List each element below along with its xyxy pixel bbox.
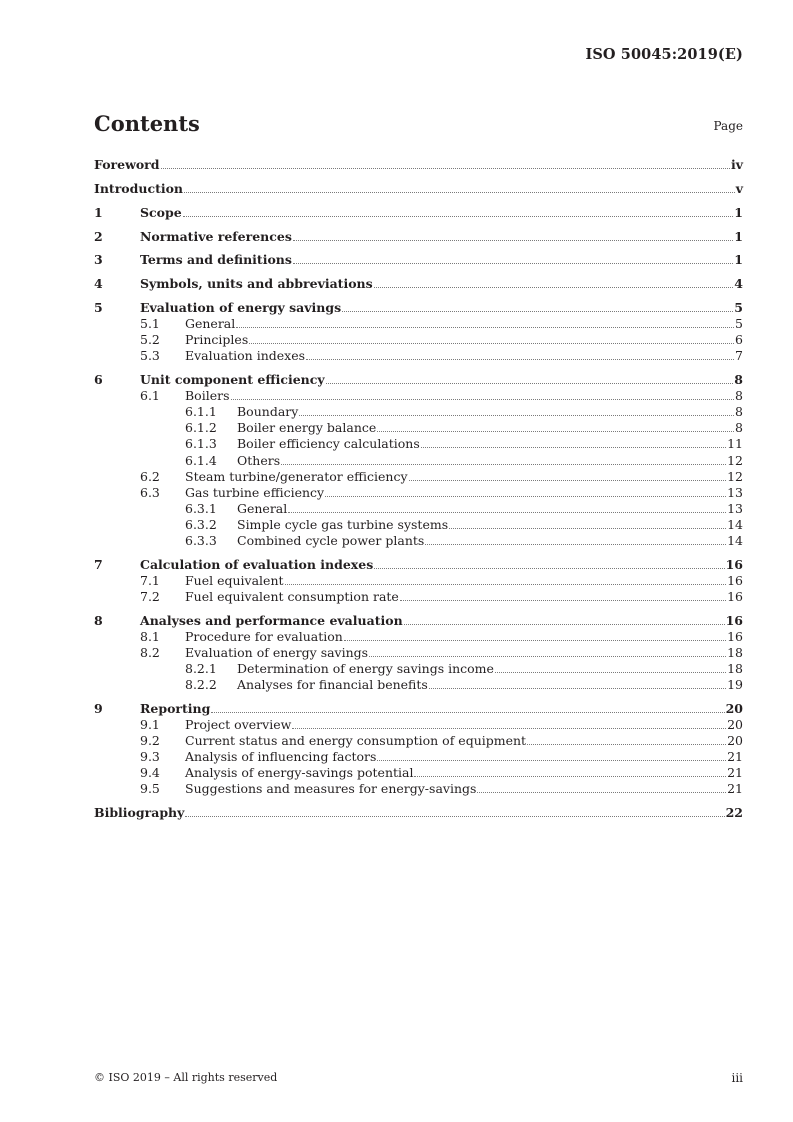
toc-entry-6-3-2[interactable]: [94, 516, 743, 533]
toc-entry-title: Analysis of influencing factors: [185, 749, 377, 764]
dot-leader: [249, 343, 734, 344]
toc-entry-page: 21: [727, 765, 743, 780]
dot-leader: [299, 415, 734, 416]
toc-entry-page: 16: [727, 589, 743, 604]
toc-entry-number: 8.2: [140, 645, 160, 660]
toc-entry-6-1-1[interactable]: [94, 403, 743, 420]
toc-entry-number: 3: [94, 252, 103, 267]
toc-entry-6-1-2[interactable]: [94, 419, 743, 436]
toc-entry-title: Gas turbine efficiency: [185, 485, 325, 500]
dot-leader: [527, 744, 726, 745]
toc-entry-8-1[interactable]: [94, 628, 743, 645]
toc-entry-number: 9.5: [140, 781, 160, 796]
toc-entry-6-3[interactable]: [94, 484, 743, 501]
toc-entry-title: Current status and energy consumption of equipment: [185, 733, 527, 748]
dot-leader: [231, 399, 735, 400]
toc-entry-title: General: [237, 501, 288, 516]
toc-entry-5-1[interactable]: [94, 315, 743, 332]
toc-entry-title: Steam turbine/generator efficiency: [185, 469, 408, 484]
toc-entry-number: 7: [94, 557, 103, 572]
dot-leader: [425, 544, 726, 545]
toc-entry-title: Fuel equivalent: [185, 573, 284, 588]
toc-entry-page: 8: [735, 420, 743, 435]
toc-entry-9-4[interactable]: [94, 764, 743, 781]
toc-entry-page: 16: [725, 613, 743, 628]
dot-leader: [377, 431, 734, 432]
toc-entry-number: 8.2.1: [185, 661, 217, 676]
toc-entry-title: Boilers: [185, 388, 230, 403]
page-column-label: Page: [713, 119, 743, 133]
toc-entry-title: Calculation of evaluation indexes: [140, 557, 374, 572]
toc-entry-5-3[interactable]: [94, 347, 743, 364]
toc-entry-page: 18: [727, 661, 743, 676]
toc-entry-clause-1[interactable]: [94, 204, 743, 221]
toc-entry-page: 7: [735, 348, 743, 363]
dot-leader: [449, 528, 726, 529]
toc-entry-title: Symbols, units and abbreviations: [140, 276, 373, 291]
toc-entry-page: 14: [727, 533, 743, 548]
toc-entry-number: 7.1: [140, 573, 160, 588]
toc-entry-7-2[interactable]: [94, 588, 743, 605]
toc-entry-page: 13: [727, 501, 743, 516]
dot-leader: [409, 480, 727, 481]
toc-entry-9-3[interactable]: [94, 748, 743, 765]
contents-title: Contents: [94, 111, 200, 136]
toc-entry-8-2-2[interactable]: [94, 676, 743, 693]
toc-entry-page: 16: [727, 629, 743, 644]
toc-entry-7-1[interactable]: [94, 572, 743, 589]
toc-entry-title: Normative references: [140, 229, 292, 244]
toc-entry-number: 4: [94, 276, 103, 291]
toc-entry-page: 18: [727, 645, 743, 660]
dot-leader: [342, 311, 733, 312]
toc-entry-title: Scope: [140, 205, 182, 220]
dot-leader: [306, 359, 734, 360]
toc-entry-bibliography[interactable]: [94, 804, 743, 821]
toc-entry-page: 1: [734, 252, 743, 267]
toc-entry-6-1[interactable]: [94, 387, 743, 404]
toc-entry-number: 9.3: [140, 749, 160, 764]
toc-entry-8-2[interactable]: [94, 644, 743, 661]
dot-leader: [344, 640, 726, 641]
toc-entry-title: Combined cycle power plants: [237, 533, 425, 548]
toc-entry-number: 9.2: [140, 733, 160, 748]
dot-leader: [404, 624, 725, 625]
toc-entry-5-2[interactable]: [94, 331, 743, 348]
toc-entry-title: Boundary: [237, 404, 299, 419]
toc-entry-title: Boiler efficiency calculations: [237, 436, 420, 451]
dot-leader: [377, 760, 726, 761]
toc-entry-title: Suggestions and measures for energy-savings: [185, 781, 477, 796]
toc-entry-title: General: [185, 316, 236, 331]
toc-entry-title: Others: [237, 453, 281, 468]
toc-entry-number: 5.3: [140, 348, 160, 363]
dot-leader: [288, 512, 726, 513]
dot-leader: [293, 263, 733, 264]
toc-entry-title: Unit component efficiency: [140, 372, 325, 387]
toc-entry-page: 5: [735, 316, 743, 331]
toc-entry-number: 7.2: [140, 589, 160, 604]
toc-entry-page: 16: [725, 557, 743, 572]
toc-entry-page: 21: [727, 749, 743, 764]
toc-entry-title: Analyses for financial benefits: [237, 677, 428, 692]
toc-entry-number: 9: [94, 701, 103, 716]
toc-entry-page: 14: [727, 517, 743, 532]
toc-entry-clause-8[interactable]: [94, 612, 743, 629]
footer-page-number: iii: [731, 1071, 743, 1085]
dot-leader: [326, 383, 734, 384]
toc-entry-page: 1: [734, 205, 743, 220]
toc-entry-page: 20: [727, 733, 743, 748]
toc-entry-9-1[interactable]: [94, 716, 743, 733]
toc-entry-page: 12: [727, 453, 743, 468]
toc-entry-number: 8: [94, 613, 103, 628]
toc-entry-page: 11: [727, 436, 743, 451]
toc-entry-6-1-4[interactable]: [94, 452, 743, 469]
dot-leader: [374, 287, 734, 288]
toc-entry-page: 16: [727, 573, 743, 588]
toc-entry-6-2[interactable]: [94, 468, 743, 485]
toc-entry-title: Fuel equivalent consumption rate: [185, 589, 399, 604]
toc-entry-clause-9[interactable]: [94, 700, 743, 717]
toc-entry-clause-3[interactable]: [94, 251, 743, 268]
toc-entry-number: 5.2: [140, 332, 160, 347]
toc-entry-title: Evaluation of energy savings: [140, 300, 342, 315]
toc-entry-clause-7[interactable]: [94, 556, 743, 573]
dot-leader: [429, 688, 726, 689]
toc-entry-clause-2[interactable]: [94, 228, 743, 245]
toc-entry-number: 6.1.2: [185, 420, 217, 435]
dot-leader: [236, 327, 734, 328]
dot-leader: [161, 168, 730, 169]
toc-entry-page: 22: [725, 805, 743, 820]
toc-entry-title: Reporting: [140, 701, 211, 716]
toc-entry-number: 6: [94, 372, 103, 387]
toc-entry-page: 20: [727, 717, 743, 732]
dot-leader: [211, 712, 724, 713]
toc-entry-number: 6.1.1: [185, 404, 217, 419]
dot-leader: [292, 728, 726, 729]
toc-entry-title: Foreword: [94, 157, 160, 172]
toc-entry-title: Determination of energy savings income: [237, 661, 494, 676]
toc-entry-title: Bibliography: [94, 805, 185, 820]
toc-entry-page: 12: [727, 469, 743, 484]
toc-entry-number: 6.3.2: [185, 517, 217, 532]
toc-entry-8-2-1[interactable]: [94, 660, 743, 677]
toc-entry-title: Analysis of energy-savings potential: [185, 765, 414, 780]
toc-entry-page: 6: [735, 332, 743, 347]
dot-leader: [495, 672, 726, 673]
toc-entry-number: 1: [94, 205, 103, 220]
toc-entry-number: 6.3.1: [185, 501, 217, 516]
dot-leader: [285, 584, 727, 585]
dot-leader: [374, 568, 724, 569]
dot-leader: [325, 496, 726, 497]
dot-leader: [477, 792, 726, 793]
toc-entry-number: 6.3.3: [185, 533, 217, 548]
toc-entry-6-1-3[interactable]: [94, 435, 743, 452]
toc-entry-number: 9.4: [140, 765, 160, 780]
toc-entry-clause-5[interactable]: [94, 299, 743, 316]
toc-entry-number: 2: [94, 229, 103, 244]
toc-entry-page: iv: [730, 157, 743, 172]
toc-entry-title: Terms and definitions: [140, 252, 292, 267]
toc-entry-clause-4[interactable]: [94, 275, 743, 292]
toc-entry-title: Introduction: [94, 181, 184, 196]
toc-entry-page: 4: [734, 276, 743, 291]
toc-entry-introduction[interactable]: [94, 180, 743, 197]
dot-leader: [293, 240, 733, 241]
footer-copyright: © ISO 2019 – All rights reserved: [94, 1071, 278, 1084]
toc-entry-number: 6.1.3: [185, 436, 217, 451]
toc-entry-title: Project overview: [185, 717, 292, 732]
toc-entry-number: 6.2: [140, 469, 160, 484]
toc-entry-foreword[interactable]: [94, 156, 743, 173]
toc-entry-6-3-1[interactable]: [94, 500, 743, 517]
dot-leader: [400, 600, 726, 601]
toc-entry-number: 6.1.4: [185, 453, 217, 468]
toc-entry-title: Boiler energy balance: [237, 420, 377, 435]
toc-entry-page: v: [735, 181, 743, 196]
toc-entry-clause-6[interactable]: [94, 371, 743, 388]
dot-leader: [369, 656, 726, 657]
dot-leader: [421, 447, 726, 448]
toc-entry-title: Evaluation of energy savings: [185, 645, 369, 660]
toc-entry-6-3-3[interactable]: [94, 532, 743, 549]
toc-entry-title: Evaluation indexes: [185, 348, 306, 363]
toc-entry-number: 5.1: [140, 316, 160, 331]
toc-entry-number: 9.1: [140, 717, 160, 732]
toc-entry-number: 8.2.2: [185, 677, 217, 692]
toc-entry-page: 8: [734, 372, 743, 387]
toc-entry-page: 1: [734, 229, 743, 244]
toc-entry-title: Principles: [185, 332, 249, 347]
toc-entry-number: 6.1: [140, 388, 160, 403]
toc-entry-title: Simple cycle gas turbine systems: [237, 517, 449, 532]
dot-leader: [414, 776, 726, 777]
document-id: ISO 50045:2019(E): [585, 46, 743, 63]
toc-entry-number: 8.1: [140, 629, 160, 644]
toc-entry-number: 6.3: [140, 485, 160, 500]
toc-entry-page: 8: [735, 404, 743, 419]
toc-entry-page: 21: [727, 781, 743, 796]
dot-leader: [185, 816, 724, 817]
toc-entry-page: 19: [727, 677, 743, 692]
toc-entry-title: Procedure for evaluation: [185, 629, 343, 644]
dot-leader: [183, 216, 734, 217]
toc-entry-page: 5: [734, 300, 743, 315]
dot-leader: [184, 192, 735, 193]
toc-entry-9-2[interactable]: [94, 732, 743, 749]
toc-entry-page: 13: [727, 485, 743, 500]
toc-entry-number: 5: [94, 300, 103, 315]
dot-leader: [281, 464, 726, 465]
toc-entry-title: Analyses and performance evaluation: [140, 613, 403, 628]
toc-entry-page: 8: [735, 388, 743, 403]
toc-entry-9-5[interactable]: [94, 780, 743, 797]
toc-entry-page: 20: [725, 701, 743, 716]
